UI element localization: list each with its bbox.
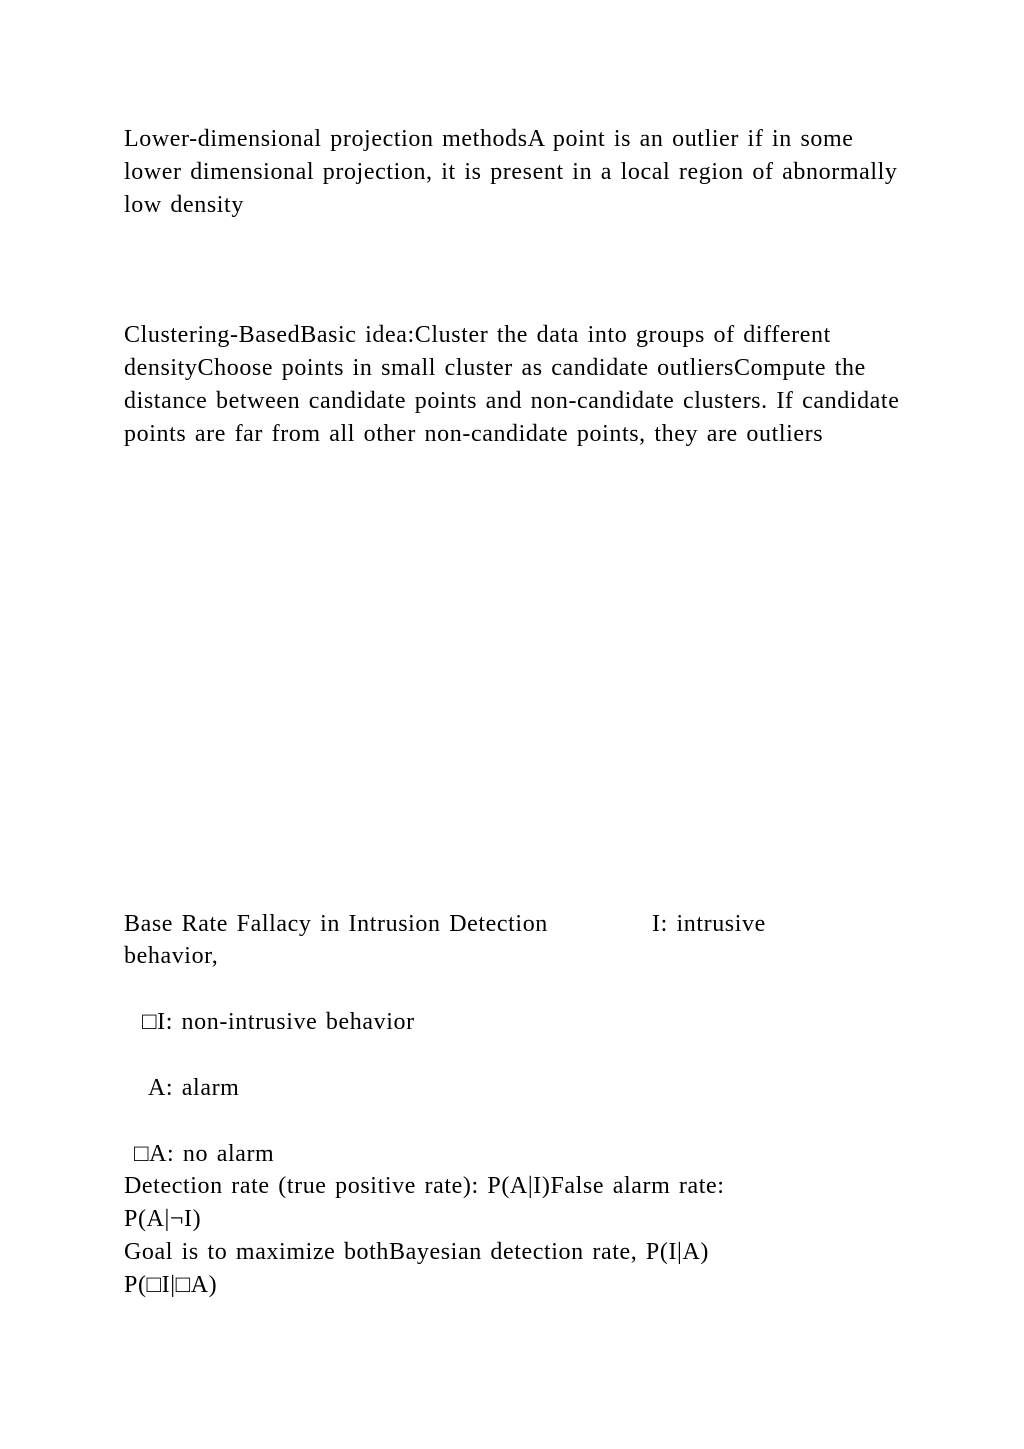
detection-rate-line: Detection rate (true positive rate): P(A|I)False alarm rate: bbox=[124, 1173, 725, 1199]
intrusive-definition: I: intrusive bbox=[652, 911, 766, 937]
alarm-definition: A: alarm bbox=[148, 1075, 240, 1101]
paragraph-clustering-based: Clustering-BasedBasic idea:Cluster the data into groups of different densityChoose points in small cluster as candidate outliersCompute the distance between candidate points and non-candidate clusters. If candidate points are far from all other non-candidate points, they are outliers bbox=[124, 322, 900, 447]
goal-line: Goal is to maximize bothBayesian detection rate, P(I|A) bbox=[124, 1239, 709, 1265]
no-alarm-definition: □A: no alarm bbox=[134, 1141, 275, 1167]
false-alarm-formula: P(A|¬I) bbox=[124, 1206, 202, 1232]
non-intrusive-definition: □I: non-intrusive behavior bbox=[142, 1009, 415, 1035]
base-rate-heading: Base Rate Fallacy in Intrusion Detection bbox=[124, 911, 548, 937]
bayesian-formula: P(□I|□A) bbox=[124, 1272, 218, 1298]
behavior-wrap-text: behavior, bbox=[124, 943, 219, 969]
paragraph-lower-dimensional-projection: Lower-dimensional projection methodsA point is an outlier if in some lower dimensional projection, it is present in a local region of abnormally low density bbox=[124, 126, 898, 218]
